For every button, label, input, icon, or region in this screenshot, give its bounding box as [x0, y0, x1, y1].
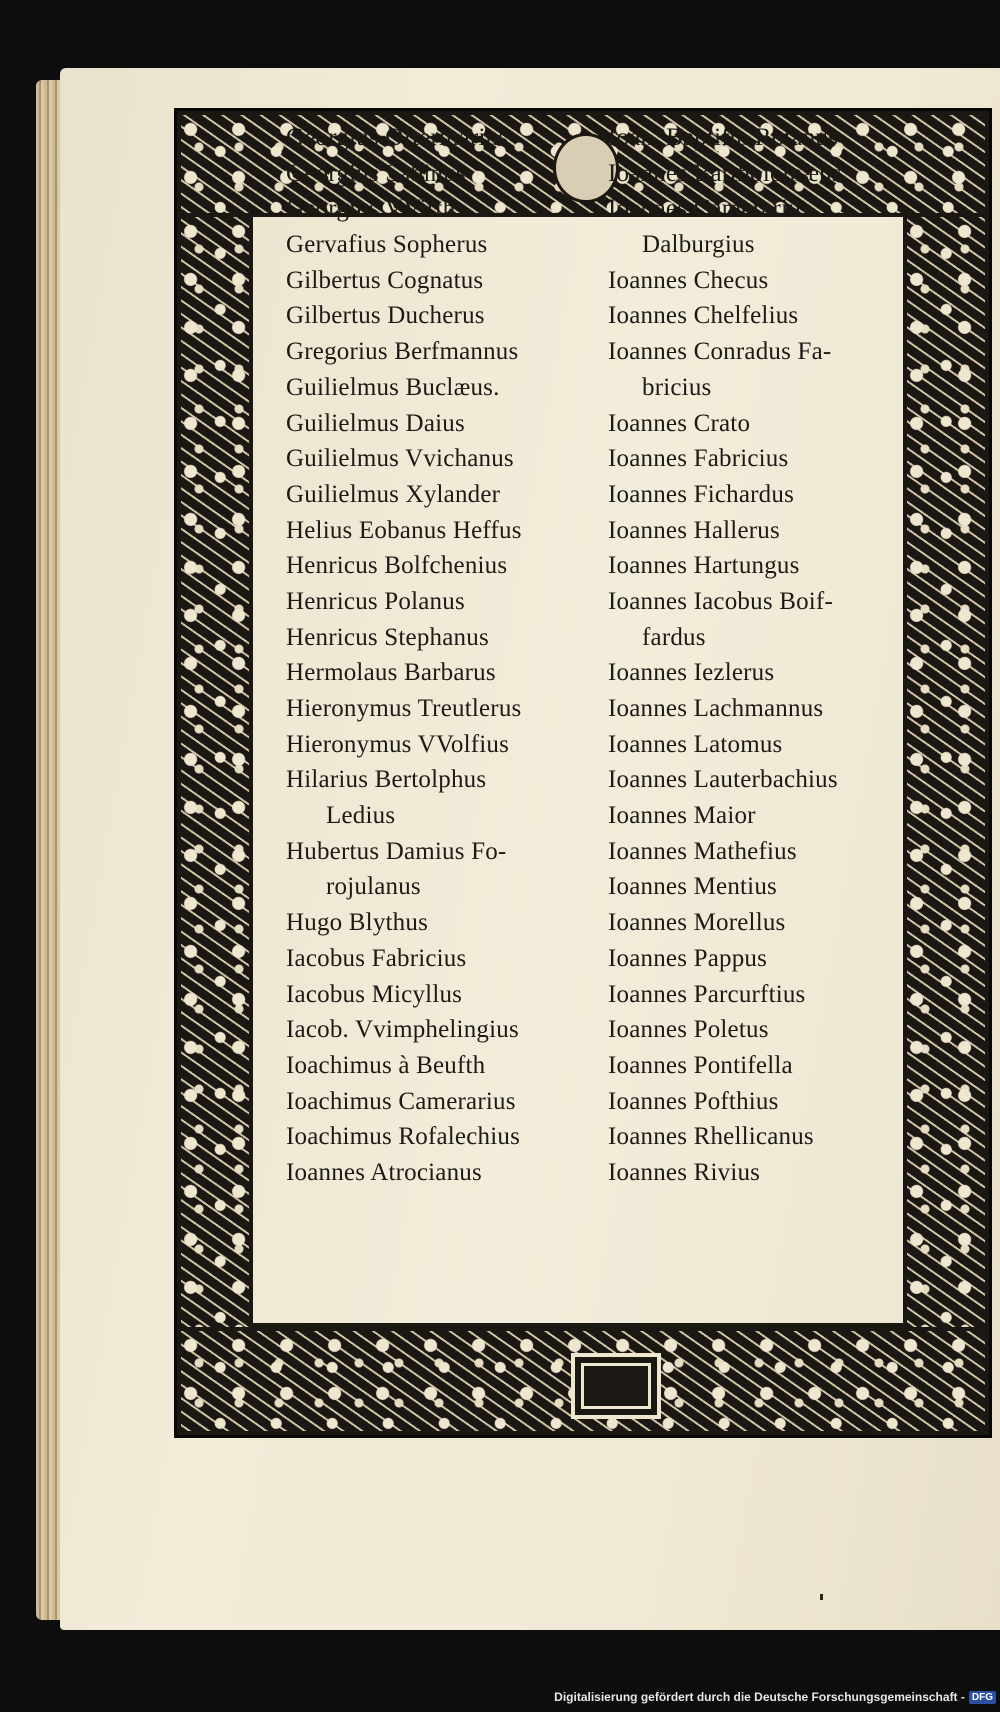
list-item: Georgius Sabinus [286, 159, 466, 187]
list-item: Ioannes Mentius [608, 873, 777, 901]
list-item: Ioannes Rivius [608, 1158, 761, 1186]
list-item: Ioannes Lauterbachius [608, 766, 838, 794]
list-item: Hilarius Bertolphus [286, 766, 487, 794]
list-item: Ioannes Parcurftius [608, 980, 806, 1008]
ornamental-border-bottom [181, 1331, 985, 1431]
list-item: Hieronymus Treutlerus [286, 695, 522, 722]
list-item: Hieronymus VVolfius [286, 730, 510, 758]
list-item: Ioannes Rhellicanus [608, 1123, 814, 1151]
list-item-continuation: Dalburgius [642, 231, 755, 259]
list-item: Ioannes Chelfelius [608, 302, 799, 330]
list-item: Guilielmus Vvichanus [286, 445, 514, 473]
list-item: Ioannes Fichardus [608, 480, 794, 508]
list-item: Hermolaus Barbarus [286, 659, 496, 687]
ornamental-border-right [907, 217, 985, 1327]
ornamental-border-left [181, 217, 249, 1327]
list-item: Hugo Blythus [286, 909, 428, 937]
list-item-continuation: bricius [642, 373, 712, 401]
list-item: Ioachimus Camerarius [286, 1087, 516, 1115]
list-item: Ioannes Atrocianus [286, 1158, 482, 1186]
list-item: Ioannes Maior [608, 802, 756, 830]
ink-speck [820, 1594, 823, 1600]
list-item: Iacobus Fabricius [286, 944, 467, 972]
list-item: Ioachimus Rofalechius [286, 1123, 520, 1151]
list-item-continuation: Ledius [326, 802, 396, 830]
digitization-footer [0, 1668, 1000, 1712]
list-item: Guilielmus Buclæus. [286, 373, 500, 401]
empty-cartouche-ornament [571, 1353, 661, 1419]
list-item: Ioannes Hallerus [608, 516, 780, 544]
list-item: Ioannes Mathefius [608, 837, 797, 865]
list-item: Iacob. Vvimphelingius [286, 1016, 519, 1044]
list-item: Ioannes Hartungus [608, 552, 800, 580]
list-item-continuation: rojulanus [326, 873, 421, 901]
list-item: Ioannes Conradus Fa- [608, 338, 832, 366]
list-item: Iacobus Micyllus [286, 980, 463, 1008]
list-item: Henricus Stephanus [286, 623, 489, 651]
list-item: Henricus Polanus [286, 587, 465, 615]
list-item: Ioannes Iezlerus [608, 659, 775, 687]
funding-credit-text: Digitalisierung gefördert durch die Deutsche Forschungsgemeinschaft - [554, 1690, 965, 1704]
list-item: Ioannes Pofthius [608, 1087, 779, 1115]
list-item: Hubertus Damius Fo- [286, 837, 507, 865]
funding-credit [554, 1690, 996, 1704]
list-item: Ioannes Pontifella [608, 1051, 793, 1079]
list-item: Ioannes Crato [608, 409, 751, 437]
list-item: Ioannes Poletus [608, 1016, 769, 1044]
list-item: Gervafius Sopherus [286, 231, 488, 259]
list-item: Ioannes Fabricius [608, 445, 789, 473]
list-item: Georgius Oftermarius [286, 124, 509, 151]
list-item: Gilbertus Cognatus [286, 266, 484, 294]
list-item: Ioannes Morellus [608, 909, 786, 937]
list-item: Ioannes Pappus [608, 944, 768, 972]
list-item: Guilielmus Xylander [286, 480, 501, 508]
list-item: Ioannes Bartholomæus [608, 159, 842, 187]
list-item: Guilielmus Daius [286, 409, 465, 437]
list-item: Ioannes Iacobus Boif- [608, 587, 833, 615]
dfg-logo: DFG [969, 1691, 996, 1704]
name-list-left-column [286, 120, 522, 1191]
name-list-right-column [608, 120, 842, 1191]
list-item: Ioachimus à Beufth [286, 1051, 486, 1079]
list-item: Gilbertus Ducherus [286, 302, 485, 330]
list-item: Ioannes Camerarius [608, 195, 811, 223]
list-item: Ioannes Lachmannus [608, 695, 824, 722]
list-item: Ioan. Baptifta Rotanus [608, 124, 839, 151]
list-item: Ioannes Checus [608, 266, 769, 294]
list-item-continuation: fardus [642, 623, 706, 651]
list-item: Helius Eobanus Heffus [286, 516, 522, 544]
list-item: Henricus Bolfchenius [286, 552, 508, 580]
list-item: Ioannes Latomus [608, 730, 783, 758]
list-item: Gregorius Berfmannus [286, 338, 519, 366]
list-item: Georgius VVirth [286, 195, 456, 223]
